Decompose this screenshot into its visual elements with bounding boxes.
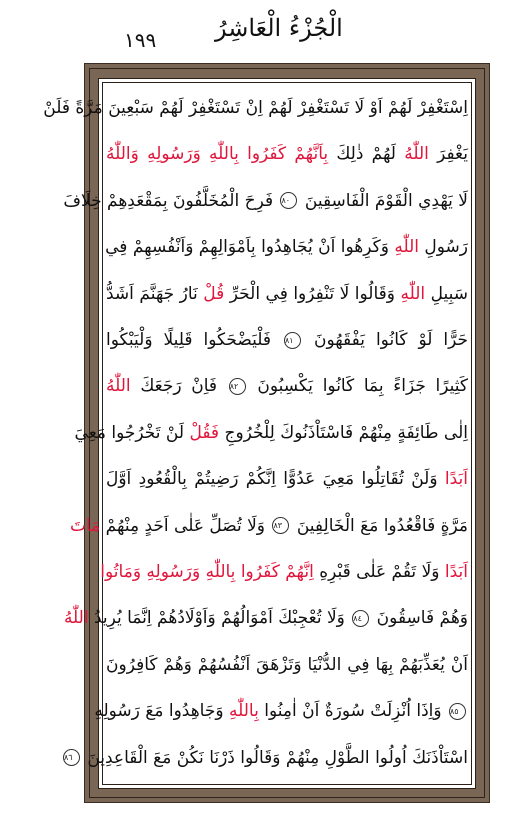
text-segment: رَسُولِ — [419, 237, 468, 258]
highlighted-word: اللّٰهِ — [394, 237, 419, 258]
text-line — [74, 413, 468, 453]
verse-number-marker: ٨٥ — [449, 703, 466, 720]
text-line — [106, 227, 468, 267]
highlighted-word: اللّٰهِ — [400, 283, 426, 304]
text-segment: مَرَّةٍ فَاقْعُدُوا مَعَ الْخَالِفِينَ — [291, 515, 468, 536]
verse-number-marker: ٨٤ — [352, 610, 369, 627]
quran-text-block — [43, 88, 468, 784]
verse-number-marker: ٨١ — [284, 332, 301, 349]
highlighted-word: بِاللّٰهِ — [228, 701, 259, 722]
text-segment: فَلْيَضْحَكُوا قَلِيلًا وَلْيَبْكُوا — [106, 330, 282, 350]
text-line — [100, 552, 468, 592]
highlighted-word: اللّٰهُ — [404, 144, 429, 165]
text-segment: لَهُمْ ذٰلِكَ — [328, 144, 405, 165]
highlighted-word: اَبَدًا — [444, 562, 468, 582]
text-segment: سَبِيلِ — [425, 283, 468, 304]
text-line — [106, 645, 468, 685]
page-number: ١٩٩ — [124, 28, 157, 52]
verse-number-marker: ٨٦ — [63, 749, 80, 766]
text-segment: نَارُ جَهَنَّمَ اَشَدُّ — [106, 283, 204, 304]
text-line — [106, 134, 468, 174]
text-segment: اِلٰى طَائِفَةٍ مِنْهُمْ فَاسْتَاْذَنُوكَ لِلْخُرُوجِ — [219, 422, 468, 443]
text-line — [106, 274, 468, 314]
text-segment: وَلَنْ تُقَاتِلُوا مَعِيَ عَدُوًّا اِنَّكُمْ رَضِيتُمْ بِالْقُعُودِ اَوَّلَ — [106, 469, 445, 490]
juz-title: الْجُزْءُ الْعَاشِرُ — [215, 14, 343, 42]
text-segment: لَا يَهْدِي الْقَوْمَ الْفَاسِقِينَ — [299, 190, 468, 211]
highlighted-word: قُلْ — [203, 283, 225, 304]
text-segment: يَغْفِرَ — [428, 144, 468, 165]
text-segment: وَلَا تَقُمْ عَلٰى قَبْرِهِ — [313, 562, 445, 582]
text-segment: وَكَرِهُوا اَنْ يُجَاهِدُوا بِاَمْوَالِهِمْ وَاَنْفُسِهِمْ فِي — [105, 237, 395, 258]
text-line — [69, 506, 468, 546]
page-header — [0, 0, 518, 62]
highlighted-word: اِنَّهُمْ كَفَرُوا بِاللّٰهِ وَرَسُولِهِ وَمَاتُوا — [100, 562, 314, 582]
text-segment: اِسْتَغْفِرْ لَهُمْ اَوْ لَا تَسْتَغْفِرْ لَهُمْ اِنْ تَسْتَغْفِرْ لَهُمْ سَبْعِينَ مَرَّةً فَلَنْ — [43, 98, 468, 118]
text-segment: وَهُمْ فَاسِقُونَ — [371, 608, 468, 629]
highlighted-word: فَقُلْ — [189, 422, 220, 443]
text-segment: فَاِنْ رَجَعَكَ — [130, 376, 227, 397]
verse-number-marker: ٨٢ — [229, 378, 246, 395]
text-line — [43, 88, 468, 128]
text-line — [63, 598, 468, 638]
text-segment: كَثِيرًا جَزَاءً بِمَا كَانُوا يَكْسِبُونَ — [247, 376, 468, 397]
highlighted-word: اَبَدًا — [444, 469, 468, 490]
text-segment: لَنْ تَخْرُجُوا مَعِيَ — [74, 422, 190, 443]
text-segment: وَقَالُوا لَا تَنْفِرُوا فِي الْحَرِّ — [224, 283, 401, 304]
text-line — [63, 181, 468, 221]
text-segment: وَجَاهِدُوا مَعَ رَسُولِهِ — [94, 701, 229, 722]
text-segment: وَلَا تُصَلِّ عَلٰى اَحَدٍ مِنْهُمْ — [100, 515, 271, 536]
highlighted-word: مَاتَ — [69, 515, 101, 536]
highlighted-word: بِاَنَّهُمْ كَفَرُوا بِاللّٰهِ وَرَسُولِهِ وَاللّٰهُ — [106, 144, 329, 165]
highlighted-word: اللّٰهُ — [106, 376, 131, 397]
highlighted-word: اللّٰهُ — [63, 608, 89, 629]
text-line — [63, 738, 468, 778]
text-segment: حَرًّا لَوْ كَانُوا يَفْقَهُونَ — [302, 330, 468, 350]
text-segment: وَلَا تُعْجِبْكَ اَمْوَالُهُمْ وَاَوْلَادُهُمْ اِنَّمَا يُرِيدُ — [88, 608, 351, 629]
verse-number-marker: ٨٣ — [272, 517, 289, 534]
text-line — [106, 459, 468, 499]
text-line — [94, 691, 468, 731]
text-line — [106, 366, 468, 406]
verse-number-marker: ٨٠ — [280, 192, 297, 209]
text-segment: فَرِحَ الْمُخَلَّفُونَ بِمَقْعَدِهِمْ خِلَافَ — [63, 190, 279, 211]
text-line — [106, 320, 468, 360]
text-segment: اسْتَاْذَنَكَ اُولُوا الطَّوْلِ مِنْهُمْ وَقَالُوا ذَرْنَا نَكُنْ مَعَ الْقَاعِدِينَ — [81, 747, 468, 768]
text-segment: وَاِذَا اُنْزِلَتْ سُورَةٌ اَنْ اٰمِنُوا — [258, 701, 447, 722]
text-segment: اَنْ يُعَذِّبَهُمْ بِهَا فِي الدُّنْيَا وَتَزْهَقَ اَنْفُسُهُمْ وَهُمْ كَافِرُونَ — [106, 654, 468, 675]
